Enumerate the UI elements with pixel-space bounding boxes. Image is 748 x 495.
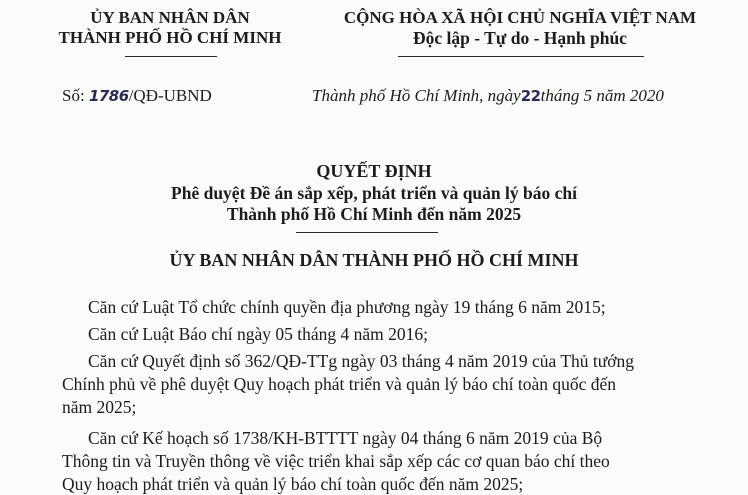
- legal-basis-4-line3: Quy hoạch phát triển và quản lý báo chí toàn quốc đến năm 2025;: [62, 474, 524, 494]
- legal-basis-2: Căn cứ Luật Báo chí ngày 05 tháng 4 năm 2016;: [88, 324, 428, 344]
- nation-line1: CỘNG HÒA XÃ HỘI CHỦ NGHĨA VIỆT NAM: [343, 8, 697, 27]
- document-number: [62, 86, 212, 106]
- legal-basis-3-line2: Chính phủ về phê duyệt Quy hoạch phát triển và quản lý báo chí toàn quốc đến: [62, 374, 617, 394]
- issuing-authority: ỦY BAN NHÂN DÂN THÀNH PHỐ HỒ CHÍ MINH: [169, 250, 579, 270]
- nation-motto: Độc lập - Tự do - Hạnh phúc: [413, 28, 627, 48]
- number-label: Số:: [62, 86, 85, 105]
- date-prefix: Thành phố Hồ Chí Minh, ngày: [312, 86, 521, 105]
- legal-basis-3-line1: Căn cứ Quyết định số 362/QĐ-TTg ngày 03 tháng 4 năm 2019 của Thủ tướng: [88, 351, 635, 371]
- date-suffix: tháng 5 năm 2020: [540, 86, 664, 105]
- org-name-line1: ỦY BAN NHÂN DÂN: [90, 8, 250, 27]
- handwritten-day: 22: [520, 87, 541, 105]
- number-suffix: /QĐ-UBND: [128, 86, 212, 105]
- legal-basis-3-line3: năm 2025;: [62, 397, 137, 417]
- title-underline: [296, 232, 438, 233]
- org-underline: [125, 56, 217, 57]
- org-name-line2: THÀNH PHỐ HỒ CHÍ MINH: [58, 28, 282, 47]
- motto-underline: [398, 56, 644, 57]
- document-date: [312, 86, 664, 106]
- decision-subject-line2: Thành phố Hồ Chí Minh đến năm 2025: [226, 204, 522, 224]
- legal-basis-1: Căn cứ Luật Tổ chức chính quyền địa phương ngày 19 tháng 6 năm 2015;: [88, 297, 606, 317]
- legal-basis-4-line1: Căn cứ Kế hoạch số 1738/KH-BTTTT ngày 04 tháng 6 năm 2019 của Bộ: [88, 428, 603, 448]
- decision-heading: QUYẾT ĐỊNH: [316, 161, 432, 181]
- decision-subject-line1: Phê duyệt Đề án sắp xếp, phát triển và quản lý báo chí: [171, 183, 577, 203]
- legal-basis-4-line2: Thông tin và Truyền thông về việc triển khai sắp xếp các cơ quan báo chí theo: [62, 451, 610, 471]
- handwritten-number: 1786: [88, 87, 129, 105]
